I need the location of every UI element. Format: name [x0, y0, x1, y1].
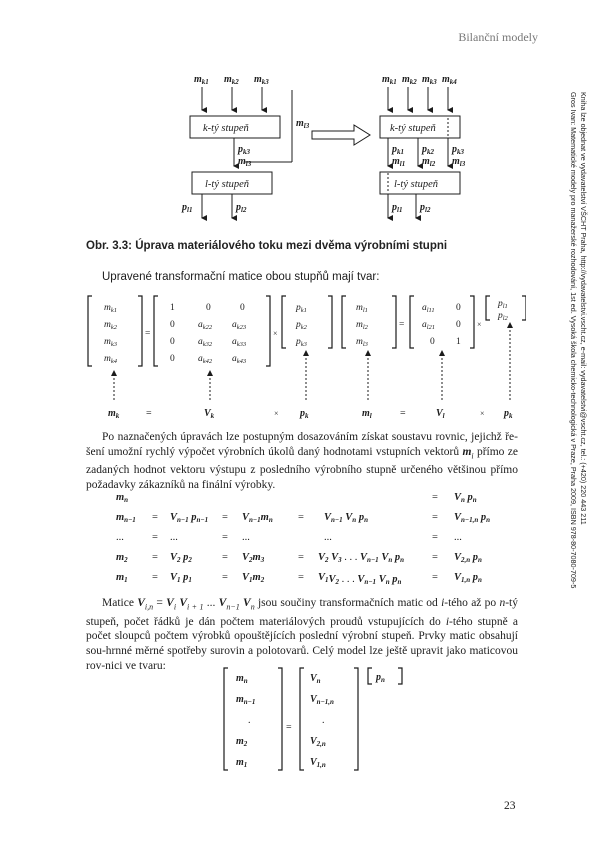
svg-text:ak23: $a_{k23}$: [232, 320, 247, 331]
svg-text:Vn−1mn: Vn−1mn: [242, 512, 273, 524]
svg-text:mk2: $m_{k2}$: [402, 74, 417, 86]
svg-text:ak43: $a_{k43}$: [232, 354, 247, 365]
svg-text:V2m3: V2m3: [242, 552, 265, 564]
svg-text:0: 0: [240, 303, 245, 313]
svg-text:=: =: [152, 532, 158, 543]
m-k2: $m_{k2}$: [104, 320, 118, 331]
svg-text:pl1: $p_{l1}$: [392, 202, 403, 214]
svg-text:V2,n: $V_{2,n}$: [310, 736, 326, 748]
svg-text:...: ...: [242, 532, 250, 543]
svg-text:ml3: $m_{l3}$: [356, 337, 368, 348]
svg-text:Vn pn: Vn pn: [454, 492, 477, 504]
svg-text:V1 p1: V1 p1: [170, 572, 192, 584]
svg-text:Vn−1 Vn pn: Vn−1 Vn pn: [324, 512, 368, 524]
svg-text:...: ...: [116, 532, 124, 543]
svg-text:pl1: $p_{l1}$: [182, 202, 193, 214]
svg-text:=: =: [222, 572, 228, 583]
svg-text:ml: $m_l$: [362, 408, 372, 420]
svg-text:0: 0: [456, 320, 461, 330]
svg-text:=: =: [146, 408, 152, 419]
svg-text:=: =: [432, 512, 438, 523]
svg-text:=: =: [432, 492, 438, 503]
svg-text:pk1: $p_{k1}$: [392, 144, 404, 156]
svg-text:0: 0: [206, 303, 211, 313]
svg-text:ml1: $m_{l1}$: [356, 303, 368, 314]
svg-text:ak42: $a_{k42}$: [198, 354, 213, 365]
transformation-matrices: [86, 290, 526, 425]
matrices-intro: Upravené transformační matice obou stupňů mají tvar:: [102, 271, 380, 283]
svg-text:mk1: $m_{k1}$: [382, 74, 397, 86]
svg-text:pk3: $p_{k3}$: [238, 144, 250, 156]
svg-text:×: ×: [480, 409, 485, 418]
m-k4: $m_{k4}$: [104, 354, 118, 365]
svg-text:pk2: $p_{k2}$: [296, 320, 307, 331]
svg-text:=: =: [145, 329, 151, 339]
svg-text:pk1: $p_{k1}$: [296, 303, 307, 314]
svg-text:...: ...: [454, 532, 462, 543]
paragraph-2: Matice $V_{i,n} = V_i$ $V_{i + 1}$ ... $V_{n-1}$ $V_n$ jsou součiny transformačních matic od i-tého až po n-tý stupeň, počet řádků je dán počtem materiálových proudů vstupujících do i-tého stupně a počet sloupců počtem výrobků opouštějících poslední výrobní stupeň. Prvky matic obsahují sou-hrnné měrné spotřeby surovin a polotovarů. Celý model lze ještě upravit jako maticovou rov-nici ve tvaru:: [86, 597, 518, 672]
copyright-sidebar: [565, 92, 588, 589]
svg-text:=: =: [222, 552, 228, 563]
svg-text:mn: mn: [116, 492, 129, 504]
svg-text:pk2: $p_{k2}$: [422, 144, 434, 156]
svg-text:1: 1: [170, 303, 175, 313]
svg-text:V1,n pn: V1,n pn: [454, 572, 482, 584]
svg-text:V1m2: V1m2: [242, 572, 265, 584]
svg-text:V2,n pn: V2,n pn: [454, 552, 482, 564]
svg-text:0: 0: [430, 337, 435, 347]
svg-text:mk3: $m_{k3}$: [254, 74, 269, 86]
svg-text:Vn−1 pn−1: Vn−1 pn−1: [170, 512, 209, 524]
svg-text:...: ...: [324, 532, 332, 543]
svg-text:m1: m1: [116, 572, 128, 584]
svg-text:pk: $p_k$: [504, 408, 513, 420]
svg-text:ml3: $m_{l3}$: [238, 156, 252, 168]
svg-text:pk3: $p_{k3}$: [452, 144, 464, 156]
left-diagram: [181, 74, 310, 218]
svg-text:0: 0: [170, 320, 175, 330]
transform-arrow: [312, 125, 370, 145]
svg-text:=: =: [432, 572, 438, 583]
svg-text:=: =: [399, 320, 405, 330]
svg-text:pl2: $p_{l2}$: [420, 202, 431, 214]
svg-text:...: ...: [170, 532, 178, 543]
svg-text:0: 0: [170, 354, 175, 364]
svg-text:0: 0: [456, 303, 461, 313]
svg-text:1: 1: [456, 337, 461, 347]
svg-text:m2: $m_2$: [236, 736, 248, 748]
svg-text:pl1: $p_{l1}$: [498, 299, 508, 310]
svg-text:ml1: $m_{l1}$: [392, 156, 406, 168]
svg-text:k-tý stupeň: k-tý stupeň: [203, 123, 249, 134]
svg-text:k-tý stupeň: k-tý stupeň: [390, 123, 436, 134]
svg-text:=: =: [298, 572, 304, 583]
svg-text:m1: $m_1$: [236, 757, 248, 769]
svg-text:pl2: $p_{l2}$: [236, 202, 247, 214]
svg-text:Vl: $V_l$: [436, 408, 445, 420]
m-k1: $m_{k1}$: [104, 303, 118, 314]
svg-text:pl2: $p_{l2}$: [498, 311, 508, 322]
svg-text:=: =: [222, 512, 228, 523]
svg-text:mn: $m_n$: [236, 673, 248, 685]
paragraph-1: Po naznačených úpravách lze postupným dosazováním získat soustavu rovnic, jejichž ře-šení umožní rychlý výpočet výrobních úkolů daný hodnotami vstupních vektorů $m_i$ přímo ze zadaných hodnot vektoru výstupu z posledního výrobního stupně určeného většinou přímo požadavky zákazníků na finální výrobky.: [86, 431, 518, 492]
sidebar-line-1: Gros Ivan: Matematické modely pro manažerské rozhodování, 1st ed. Vysoká škola chemicko-technologická v Praze, Praha 2009, ISBN 978-80-7080-709-5: [569, 92, 578, 589]
svg-text:Vn: $V_n$: [310, 673, 321, 685]
svg-text:l-tý stupeň: l-tý stupeň: [394, 179, 439, 190]
svg-text:=: =: [152, 552, 158, 563]
svg-text:ak32: $a_{k32}$: [198, 337, 213, 348]
svg-text:×: ×: [273, 329, 278, 338]
svg-text:mk1: $m_{k1}$: [194, 74, 209, 86]
right-diagram: [380, 74, 466, 218]
page-number: 23: [504, 800, 516, 812]
svg-text:V1V2 . . . Vn−1 Vn pn: V1V2 . . . Vn−1 Vn pn: [318, 572, 402, 586]
final-matrix-equation: [222, 664, 422, 779]
svg-text:=: =: [400, 408, 406, 419]
svg-text:V2 p2: V2 p2: [170, 552, 192, 564]
svg-text:pn: $p_n$: [376, 672, 385, 684]
svg-text:×: ×: [274, 409, 279, 418]
svg-text:mk: $m_k$: [108, 408, 120, 420]
svg-text:Vk: $V_k$: [204, 408, 215, 420]
svg-text:pk3: $p_{k3}$: [296, 337, 307, 348]
svg-text:ak33: $a_{k33}$: [232, 337, 247, 348]
svg-text:Vn−1,n: $V_{n-1,n}$: [310, 694, 334, 706]
m-k3: $m_{k3}$: [104, 337, 118, 348]
flow-diagram: [150, 60, 470, 235]
svg-text:al11: $a_{l11}$: [422, 303, 435, 314]
svg-text:V2 V3 . . . Vn−1 Vn pn: V2 V3 . . . Vn−1 Vn pn: [318, 552, 405, 564]
svg-text:0: 0: [170, 337, 175, 347]
svg-text:pk: $p_k$: [300, 408, 309, 420]
svg-text:ak22: $a_{k22}$: [198, 320, 213, 331]
svg-text:=: =: [222, 532, 228, 543]
sidebar-line-2: Kniha lze objednat ve vydavatelství VŠCHT Praha, http://vydavatelstvi.vscht.cz, e-mail: vydavatelstvi@vscht.cz, tel.: (+420) 220 443 211: [579, 92, 588, 525]
svg-text:mk4: $m_{k4}$: [442, 74, 457, 86]
svg-text:=: =: [286, 722, 292, 733]
running-header: Bilanční modely: [458, 30, 538, 44]
svg-text:ml2: $m_{l2}$: [356, 320, 368, 331]
svg-text:ml3: $m_{l3}$: [296, 118, 310, 130]
svg-text:Vn−1,n pn: Vn−1,n pn: [454, 512, 491, 524]
svg-text:=: =: [432, 532, 438, 543]
svg-text:ml3: $m_{l3}$: [452, 156, 466, 168]
svg-text:.: .: [322, 715, 325, 726]
svg-text:mk3: $m_{k3}$: [422, 74, 437, 86]
svg-text:×: ×: [477, 320, 482, 329]
svg-text:=: =: [152, 572, 158, 583]
svg-text:m2: m2: [116, 552, 128, 564]
equation-system: [86, 486, 506, 595]
svg-text:=: =: [298, 512, 304, 523]
figure-caption: Obr. 3.3: Úprava materiálového toku mezi dvěma výrobními stupni: [86, 240, 448, 252]
svg-text:=: =: [432, 552, 438, 563]
svg-text:mn−1: mn−1: [116, 512, 136, 524]
svg-text:al21: $a_{l21}$: [422, 320, 436, 331]
svg-text:=: =: [152, 512, 158, 523]
svg-text:V1,n: $V_{1,n}$: [310, 757, 326, 769]
svg-text:mk2: $m_{k2}$: [224, 74, 239, 86]
svg-text:ml2: $m_{l2}$: [422, 156, 436, 168]
svg-text:l-tý stupeň: l-tý stupeň: [205, 179, 250, 190]
svg-text:mn−1: $m_{n-1}$: [236, 694, 256, 706]
svg-text:.: .: [248, 715, 251, 726]
svg-text:=: =: [298, 552, 304, 563]
